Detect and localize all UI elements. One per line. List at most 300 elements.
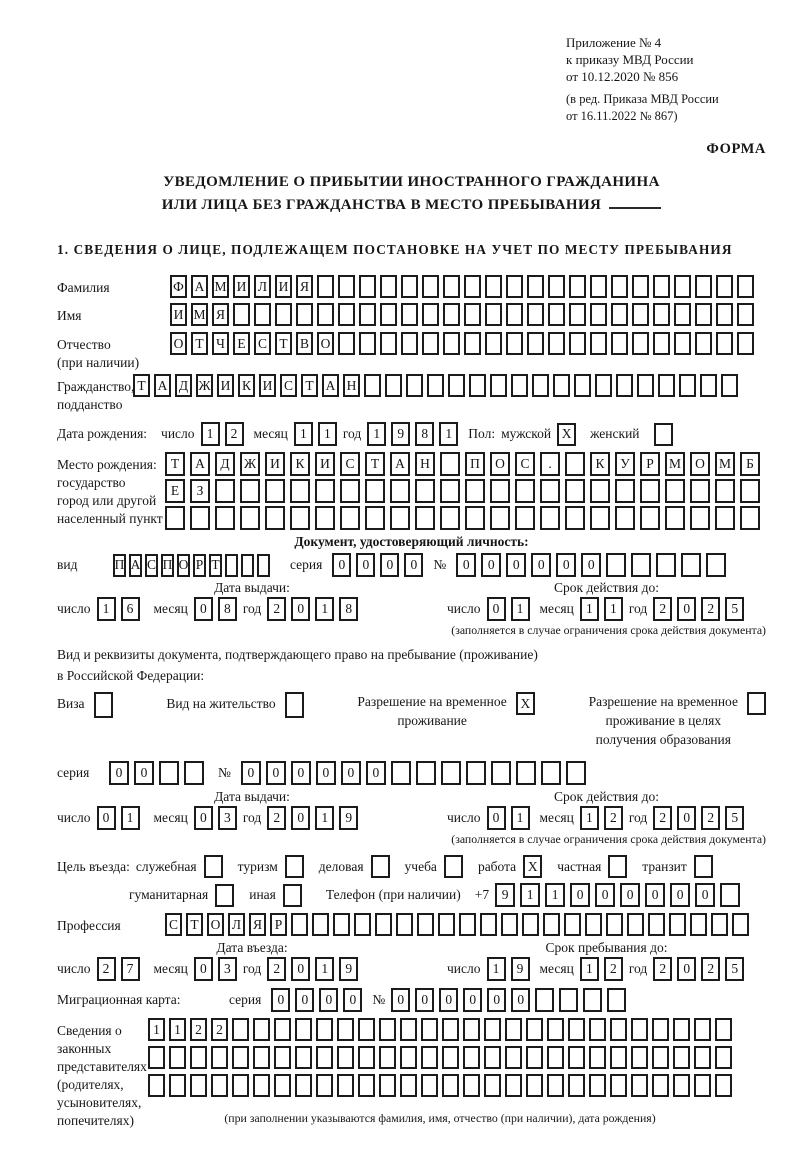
char-cell[interactable]: И [217, 374, 234, 397]
char-cell[interactable] [442, 1018, 459, 1041]
char-cell[interactable]: 0 [531, 553, 551, 577]
purpose-option-checkbox[interactable]: X [523, 855, 542, 878]
char-cell[interactable] [385, 374, 402, 397]
char-cell[interactable] [611, 275, 628, 298]
char-cell[interactable] [442, 1046, 459, 1069]
char-cell[interactable] [611, 332, 628, 355]
char-cell[interactable] [165, 506, 185, 530]
char-cell[interactable]: Т [191, 332, 208, 355]
char-cell[interactable]: 1 [294, 422, 313, 446]
char-cell[interactable]: В [296, 332, 313, 355]
char-cell[interactable]: М [212, 275, 229, 298]
char-cell[interactable]: Р [193, 554, 206, 577]
char-cell[interactable] [694, 1046, 711, 1069]
char-cell[interactable] [711, 913, 728, 936]
char-cell[interactable] [211, 1074, 228, 1097]
char-cell[interactable] [632, 332, 649, 355]
char-cell[interactable] [716, 275, 733, 298]
char-cell[interactable] [359, 332, 376, 355]
char-cell[interactable] [631, 1046, 648, 1069]
char-cell[interactable]: 1 [520, 883, 540, 907]
char-cell[interactable] [606, 553, 626, 577]
char-cell[interactable]: 5 [725, 957, 744, 981]
char-cell[interactable] [440, 479, 460, 503]
char-cell[interactable] [706, 553, 726, 577]
doc-kind-cells[interactable] [113, 554, 270, 577]
char-cell[interactable]: Е [165, 479, 185, 503]
permit-expiry-day-cells[interactable] [487, 806, 530, 830]
char-cell[interactable] [658, 374, 675, 397]
char-cell[interactable] [232, 1074, 249, 1097]
char-cell[interactable]: 2 [267, 597, 286, 621]
char-cell[interactable]: Я [296, 275, 313, 298]
char-cell[interactable]: 2 [701, 957, 720, 981]
char-cell[interactable] [653, 332, 670, 355]
char-cell[interactable]: Ч [212, 332, 229, 355]
char-cell[interactable] [232, 1046, 249, 1069]
char-cell[interactable]: 0 [670, 883, 690, 907]
char-cell[interactable] [296, 303, 313, 326]
char-cell[interactable] [590, 303, 607, 326]
char-cell[interactable]: О [177, 554, 190, 577]
char-cell[interactable] [253, 1018, 270, 1041]
birth-month-cells[interactable] [294, 422, 337, 446]
char-cell[interactable] [589, 1018, 606, 1041]
char-cell[interactable] [548, 303, 565, 326]
char-cell[interactable] [184, 761, 204, 785]
char-cell[interactable]: 0 [391, 988, 410, 1012]
char-cell[interactable] [380, 275, 397, 298]
char-cell[interactable] [589, 1046, 606, 1069]
char-cell[interactable] [406, 374, 423, 397]
stay-month-cells[interactable] [580, 957, 623, 981]
stay-day-cells[interactable] [487, 957, 530, 981]
char-cell[interactable] [610, 1018, 627, 1041]
char-cell[interactable] [547, 1074, 564, 1097]
char-cell[interactable] [225, 554, 238, 577]
char-cell[interactable]: 8 [415, 422, 434, 446]
char-cell[interactable]: 2 [604, 957, 623, 981]
char-cell[interactable]: Л [228, 913, 245, 936]
char-cell[interactable] [358, 1018, 375, 1041]
char-cell[interactable]: . [540, 452, 560, 476]
char-cell[interactable] [590, 332, 607, 355]
char-cell[interactable] [589, 1074, 606, 1097]
char-cell[interactable] [274, 1046, 291, 1069]
purpose-option-checkbox[interactable] [204, 855, 223, 878]
char-cell[interactable] [312, 913, 329, 936]
char-cell[interactable]: 0 [341, 761, 361, 785]
char-cell[interactable] [526, 1018, 543, 1041]
char-cell[interactable]: И [275, 275, 292, 298]
char-cell[interactable]: Р [270, 913, 287, 936]
char-cell[interactable]: 0 [481, 553, 501, 577]
char-cell[interactable]: С [254, 332, 271, 355]
char-cell[interactable]: 0 [366, 761, 386, 785]
char-cell[interactable] [401, 332, 418, 355]
permit-issue-month-cells[interactable] [194, 806, 237, 830]
char-cell[interactable]: О [207, 913, 224, 936]
char-cell[interactable] [253, 1046, 270, 1069]
expiry-month-cells[interactable] [580, 597, 623, 621]
char-cell[interactable] [484, 1074, 501, 1097]
char-cell[interactable]: 0 [97, 806, 116, 830]
char-cell[interactable] [415, 479, 435, 503]
char-cell[interactable]: 2 [190, 1018, 207, 1041]
char-cell[interactable]: 0 [109, 761, 129, 785]
entry-year-cells[interactable] [267, 957, 358, 981]
char-cell[interactable] [469, 374, 486, 397]
permit-series-cells[interactable] [109, 761, 204, 785]
char-cell[interactable] [737, 332, 754, 355]
stay-year-cells[interactable] [653, 957, 744, 981]
char-cell[interactable] [627, 913, 644, 936]
char-cell[interactable]: 0 [271, 988, 290, 1012]
char-cell[interactable]: Т [301, 374, 318, 397]
char-cell[interactable] [516, 761, 536, 785]
char-cell[interactable] [438, 913, 455, 936]
char-cell[interactable] [443, 275, 460, 298]
char-cell[interactable] [463, 1046, 480, 1069]
char-cell[interactable]: 0 [291, 957, 310, 981]
char-cell[interactable] [569, 275, 586, 298]
char-cell[interactable] [340, 479, 360, 503]
char-cell[interactable] [211, 1046, 228, 1069]
char-cell[interactable] [390, 479, 410, 503]
char-cell[interactable] [190, 506, 210, 530]
char-cell[interactable]: И [315, 452, 335, 476]
char-cell[interactable] [656, 553, 676, 577]
char-cell[interactable]: 9 [339, 806, 358, 830]
char-cell[interactable] [565, 452, 585, 476]
sex-female-checkbox[interactable] [654, 423, 673, 446]
char-cell[interactable]: Т [275, 332, 292, 355]
char-cell[interactable] [640, 479, 660, 503]
char-cell[interactable]: А [190, 452, 210, 476]
profession-cells[interactable] [165, 913, 749, 936]
char-cell[interactable] [254, 303, 271, 326]
char-cell[interactable] [631, 1074, 648, 1097]
char-cell[interactable]: С [280, 374, 297, 397]
char-cell[interactable]: 8 [339, 597, 358, 621]
char-cell[interactable] [590, 275, 607, 298]
char-cell[interactable] [159, 761, 179, 785]
char-cell[interactable] [665, 479, 685, 503]
char-cell[interactable] [241, 554, 254, 577]
char-cell[interactable]: Ж [240, 452, 260, 476]
char-cell[interactable] [665, 506, 685, 530]
char-cell[interactable]: 5 [725, 597, 744, 621]
char-cell[interactable] [441, 761, 461, 785]
char-cell[interactable]: 0 [487, 597, 506, 621]
char-cell[interactable] [290, 506, 310, 530]
char-cell[interactable] [448, 374, 465, 397]
char-cell[interactable]: О [690, 452, 710, 476]
char-cell[interactable] [364, 374, 381, 397]
char-cell[interactable]: 0 [356, 553, 375, 577]
char-cell[interactable]: 0 [404, 553, 423, 577]
char-cell[interactable]: А [390, 452, 410, 476]
char-cell[interactable] [379, 1046, 396, 1069]
char-cell[interactable] [443, 332, 460, 355]
char-cell[interactable]: 0 [556, 553, 576, 577]
char-cell[interactable] [464, 303, 481, 326]
char-cell[interactable] [232, 1018, 249, 1041]
char-cell[interactable] [716, 332, 733, 355]
char-cell[interactable]: 0 [415, 988, 434, 1012]
char-cell[interactable] [463, 1074, 480, 1097]
char-cell[interactable] [595, 374, 612, 397]
char-cell[interactable] [401, 303, 418, 326]
char-cell[interactable] [465, 479, 485, 503]
char-cell[interactable]: 0 [487, 806, 506, 830]
expiry-year-cells[interactable] [653, 597, 744, 621]
char-cell[interactable] [290, 479, 310, 503]
char-cell[interactable]: 2 [267, 806, 286, 830]
char-cell[interactable]: И [233, 275, 250, 298]
char-cell[interactable] [169, 1046, 186, 1069]
char-cell[interactable] [674, 332, 691, 355]
char-cell[interactable]: 2 [653, 597, 672, 621]
char-cell[interactable]: 2 [701, 597, 720, 621]
issue-day-cells[interactable] [97, 597, 140, 621]
char-cell[interactable] [715, 506, 735, 530]
char-cell[interactable]: Е [233, 332, 250, 355]
char-cell[interactable] [354, 913, 371, 936]
char-cell[interactable]: 1 [315, 806, 334, 830]
representatives-cells-row3[interactable] [148, 1074, 732, 1097]
char-cell[interactable]: 0 [506, 553, 526, 577]
char-cell[interactable] [505, 1074, 522, 1097]
char-cell[interactable] [681, 553, 701, 577]
char-cell[interactable] [375, 913, 392, 936]
char-cell[interactable]: М [715, 452, 735, 476]
char-cell[interactable] [490, 506, 510, 530]
permit-expiry-month-cells[interactable] [580, 806, 623, 830]
doc-series-cells[interactable] [332, 553, 423, 577]
birth-day-cells[interactable] [201, 422, 244, 446]
char-cell[interactable]: А [191, 275, 208, 298]
char-cell[interactable] [615, 506, 635, 530]
char-cell[interactable] [652, 1046, 669, 1069]
char-cell[interactable] [490, 374, 507, 397]
representatives-cells-row1[interactable] [148, 1018, 732, 1041]
char-cell[interactable] [737, 275, 754, 298]
char-cell[interactable] [648, 913, 665, 936]
char-cell[interactable]: 1 [121, 806, 140, 830]
char-cell[interactable] [720, 883, 740, 907]
char-cell[interactable]: 0 [194, 957, 213, 981]
char-cell[interactable] [585, 913, 602, 936]
char-cell[interactable]: Т [165, 452, 185, 476]
permit-issue-day-cells[interactable] [97, 806, 140, 830]
birth-year-cells[interactable] [367, 422, 458, 446]
char-cell[interactable] [674, 275, 691, 298]
char-cell[interactable] [583, 988, 602, 1012]
char-cell[interactable]: А [154, 374, 171, 397]
char-cell[interactable] [653, 303, 670, 326]
char-cell[interactable] [148, 1074, 165, 1097]
char-cell[interactable] [522, 913, 539, 936]
char-cell[interactable] [401, 275, 418, 298]
citizenship-cells[interactable] [133, 374, 738, 397]
char-cell[interactable]: 0 [620, 883, 640, 907]
purpose-option-checkbox[interactable] [444, 855, 463, 878]
char-cell[interactable] [694, 1074, 711, 1097]
char-cell[interactable]: 0 [380, 553, 399, 577]
char-cell[interactable]: О [170, 332, 187, 355]
char-cell[interactable] [527, 303, 544, 326]
purpose-option-checkbox[interactable] [283, 884, 302, 907]
char-cell[interactable]: 1 [201, 422, 220, 446]
char-cell[interactable] [396, 913, 413, 936]
char-cell[interactable]: К [290, 452, 310, 476]
char-cell[interactable] [690, 506, 710, 530]
birth-place-cells-row3[interactable] [165, 506, 760, 530]
visa-checkbox[interactable] [94, 692, 113, 718]
purpose-option-checkbox[interactable] [694, 855, 713, 878]
char-cell[interactable]: 9 [511, 957, 530, 981]
char-cell[interactable]: 0 [645, 883, 665, 907]
char-cell[interactable] [380, 332, 397, 355]
purpose-option-checkbox[interactable] [608, 855, 627, 878]
char-cell[interactable] [148, 1046, 165, 1069]
char-cell[interactable] [485, 303, 502, 326]
char-cell[interactable]: Т [133, 374, 150, 397]
char-cell[interactable]: 0 [291, 761, 311, 785]
char-cell[interactable] [484, 1018, 501, 1041]
char-cell[interactable]: 1 [545, 883, 565, 907]
char-cell[interactable] [491, 761, 511, 785]
char-cell[interactable] [541, 761, 561, 785]
char-cell[interactable] [616, 374, 633, 397]
char-cell[interactable] [610, 1074, 627, 1097]
char-cell[interactable] [365, 506, 385, 530]
char-cell[interactable] [443, 303, 460, 326]
char-cell[interactable] [265, 506, 285, 530]
char-cell[interactable] [732, 913, 749, 936]
char-cell[interactable]: 0 [291, 597, 310, 621]
char-cell[interactable]: 2 [211, 1018, 228, 1041]
char-cell[interactable] [365, 479, 385, 503]
surname-cells[interactable] [170, 275, 754, 298]
char-cell[interactable] [547, 1018, 564, 1041]
char-cell[interactable]: 1 [169, 1018, 186, 1041]
char-cell[interactable]: 2 [653, 957, 672, 981]
char-cell[interactable] [632, 303, 649, 326]
char-cell[interactable] [690, 479, 710, 503]
char-cell[interactable]: И [265, 452, 285, 476]
char-cell[interactable] [317, 275, 334, 298]
char-cell[interactable] [240, 506, 260, 530]
char-cell[interactable]: 2 [225, 422, 244, 446]
char-cell[interactable] [215, 479, 235, 503]
char-cell[interactable] [274, 1018, 291, 1041]
char-cell[interactable] [465, 506, 485, 530]
char-cell[interactable] [400, 1074, 417, 1097]
char-cell[interactable] [532, 374, 549, 397]
char-cell[interactable] [506, 303, 523, 326]
char-cell[interactable] [515, 506, 535, 530]
char-cell[interactable]: 0 [194, 597, 213, 621]
char-cell[interactable] [485, 275, 502, 298]
char-cell[interactable] [565, 479, 585, 503]
char-cell[interactable] [400, 1046, 417, 1069]
char-cell[interactable] [527, 332, 544, 355]
char-cell[interactable] [547, 1046, 564, 1069]
edu-residence-permit-checkbox[interactable] [747, 692, 766, 715]
char-cell[interactable]: И [259, 374, 276, 397]
char-cell[interactable]: К [238, 374, 255, 397]
char-cell[interactable] [607, 988, 626, 1012]
char-cell[interactable] [611, 303, 628, 326]
char-cell[interactable] [338, 332, 355, 355]
char-cell[interactable]: Л [254, 275, 271, 298]
char-cell[interactable] [379, 1018, 396, 1041]
char-cell[interactable] [421, 1074, 438, 1097]
char-cell[interactable] [652, 1074, 669, 1097]
char-cell[interactable] [190, 1074, 207, 1097]
char-cell[interactable]: 3 [218, 957, 237, 981]
char-cell[interactable] [340, 506, 360, 530]
char-cell[interactable] [422, 303, 439, 326]
char-cell[interactable] [506, 332, 523, 355]
char-cell[interactable] [333, 913, 350, 936]
char-cell[interactable]: 0 [319, 988, 338, 1012]
char-cell[interactable] [358, 1046, 375, 1069]
char-cell[interactable] [568, 1018, 585, 1041]
char-cell[interactable] [640, 506, 660, 530]
char-cell[interactable]: П [465, 452, 485, 476]
char-cell[interactable] [515, 479, 535, 503]
char-cell[interactable]: 1 [97, 597, 116, 621]
char-cell[interactable] [715, 1046, 732, 1069]
char-cell[interactable]: М [665, 452, 685, 476]
char-cell[interactable]: 2 [701, 806, 720, 830]
char-cell[interactable] [358, 1074, 375, 1097]
issue-year-cells[interactable] [267, 597, 358, 621]
char-cell[interactable]: 1 [439, 422, 458, 446]
char-cell[interactable] [695, 332, 712, 355]
char-cell[interactable]: 0 [343, 988, 362, 1012]
char-cell[interactable] [274, 1074, 291, 1097]
char-cell[interactable]: 1 [511, 597, 530, 621]
char-cell[interactable]: 1 [315, 597, 334, 621]
char-cell[interactable] [338, 303, 355, 326]
char-cell[interactable]: 1 [315, 957, 334, 981]
char-cell[interactable] [215, 506, 235, 530]
char-cell[interactable]: 1 [318, 422, 337, 446]
phone-cells[interactable] [495, 883, 740, 907]
char-cell[interactable]: Т [186, 913, 203, 936]
char-cell[interactable]: Д [175, 374, 192, 397]
migration-series-cells[interactable] [271, 988, 362, 1012]
char-cell[interactable]: 5 [725, 806, 744, 830]
char-cell[interactable]: 0 [439, 988, 458, 1012]
char-cell[interactable] [359, 303, 376, 326]
char-cell[interactable]: 9 [391, 422, 410, 446]
char-cell[interactable]: Я [212, 303, 229, 326]
char-cell[interactable] [421, 1018, 438, 1041]
char-cell[interactable]: У [615, 452, 635, 476]
char-cell[interactable] [400, 1018, 417, 1041]
char-cell[interactable] [169, 1074, 186, 1097]
char-cell[interactable]: 0 [295, 988, 314, 1012]
char-cell[interactable] [535, 988, 554, 1012]
char-cell[interactable] [316, 1046, 333, 1069]
char-cell[interactable]: Я [249, 913, 266, 936]
char-cell[interactable] [695, 303, 712, 326]
